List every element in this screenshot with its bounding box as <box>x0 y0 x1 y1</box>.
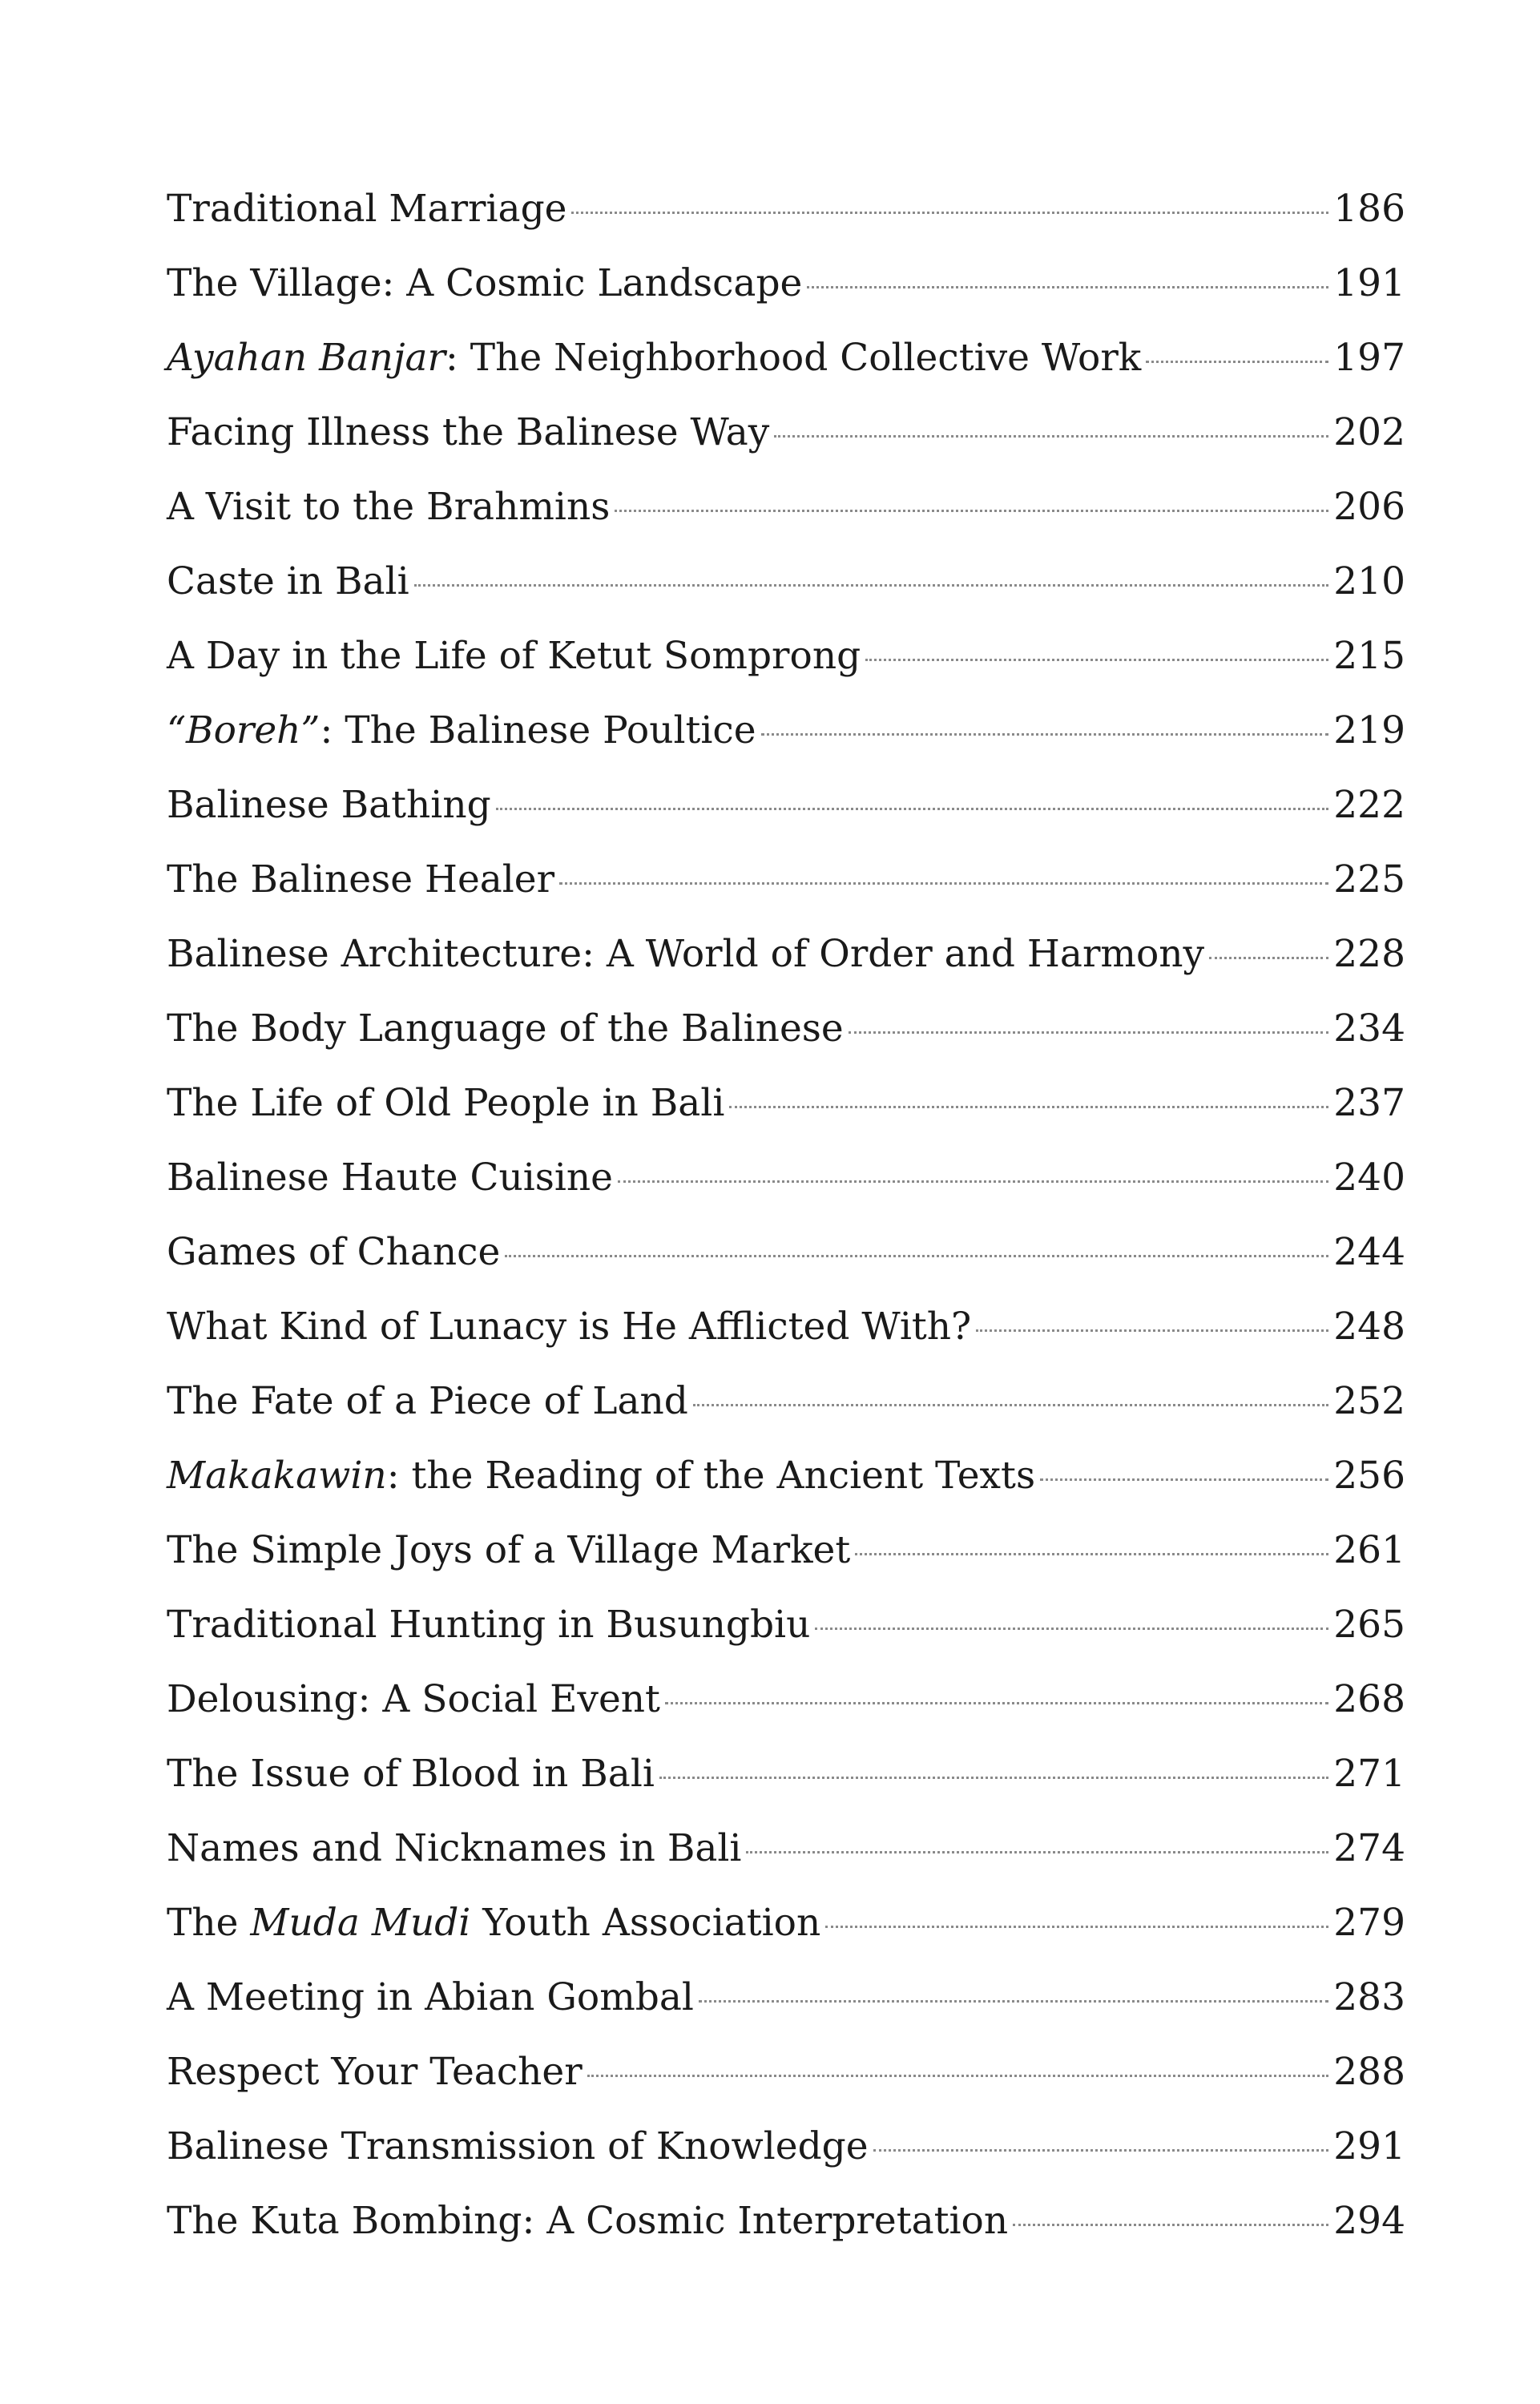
toc-entry-title <box>167 2035 583 2109</box>
toc-entry <box>167 1364 1405 1438</box>
toc-page-number: 191 <box>1333 261 1405 305</box>
toc-page-number: 222 <box>1333 783 1405 827</box>
dot-leader <box>873 2149 1329 2152</box>
dot-leader <box>414 584 1329 587</box>
toc-entry <box>167 321 1405 395</box>
toc-page-number: 294 <box>1333 2199 1405 2243</box>
dot-leader <box>659 1777 1328 1779</box>
toc-page-number: 256 <box>1333 1454 1405 1498</box>
toc-title-part: Balinese Architecture: A World of Order and Harmony <box>167 932 1205 976</box>
toc-entry-title <box>167 171 566 246</box>
toc-title-part: The Life of Old People in Bali <box>167 1081 725 1125</box>
toc-entry-title <box>167 1811 741 1886</box>
toc-entry-title <box>167 619 861 693</box>
toc-title-part: Games of Chance <box>167 1230 501 1274</box>
toc-title-part: Caste in Bali <box>167 559 409 603</box>
toc-entry-title <box>167 1736 655 1811</box>
toc-page-number: 237 <box>1333 1081 1405 1125</box>
toc-entry <box>167 1215 1405 1289</box>
toc-page-number: 225 <box>1333 857 1405 902</box>
toc-page-number: 244 <box>1333 1230 1405 1274</box>
toc-entry-title <box>167 991 844 1066</box>
toc-title-part: : The Balinese Poultice <box>320 708 756 752</box>
dot-leader <box>729 1106 1328 1108</box>
toc-page-number: 261 <box>1333 1528 1405 1572</box>
toc-entry <box>167 2184 1405 2258</box>
toc-entry <box>167 842 1405 917</box>
dot-leader <box>761 733 1329 736</box>
toc-entry-title <box>167 544 409 619</box>
dot-leader <box>849 1031 1329 1034</box>
toc-entry-title <box>167 1289 971 1364</box>
dot-leader <box>615 510 1328 512</box>
toc-title-italic-part: Ayahan Banjar <box>167 336 446 380</box>
toc-entry <box>167 395 1405 470</box>
toc-entry <box>167 1066 1405 1140</box>
toc-entry-title <box>167 246 802 321</box>
toc-page-number: 202 <box>1333 410 1405 454</box>
toc-title-part: A Day in the Life of Ketut Somprong <box>167 634 861 678</box>
toc-page-number: 283 <box>1333 1975 1405 2019</box>
toc-title-part: The Kuta Bombing: A Cosmic Interpretation <box>167 2199 1009 2243</box>
toc-title-part: Traditional Hunting in Busungbiu <box>167 1603 811 1647</box>
toc-page-number: 271 <box>1333 1752 1405 1796</box>
toc-entry <box>167 991 1405 1066</box>
toc-entry-title <box>167 395 769 470</box>
toc-title-italic-part: Muda Mudi <box>250 1901 471 1945</box>
toc-title-part: A Visit to the Brahmins <box>167 485 611 529</box>
toc-entry-title <box>167 2184 1008 2258</box>
toc-title-italic-part: “Boreh” <box>167 708 320 752</box>
toc-entry <box>167 1140 1405 1215</box>
dot-leader <box>976 1329 1328 1332</box>
toc-page-number: 252 <box>1333 1379 1405 1423</box>
toc-entry-title <box>167 917 1204 991</box>
toc-entry <box>167 470 1405 544</box>
toc-entry <box>167 619 1405 693</box>
toc-entry <box>167 171 1405 246</box>
dot-leader <box>496 808 1329 810</box>
toc-entry <box>167 544 1405 619</box>
toc-entry <box>167 768 1405 842</box>
dot-leader <box>699 2000 1328 2003</box>
toc-title-part: Facing Illness the Balinese Way <box>167 410 770 454</box>
toc-page-number: 274 <box>1333 1826 1405 1870</box>
toc-entry <box>167 1513 1405 1587</box>
toc-title-part: : the Reading of the Ancient Texts <box>386 1454 1036 1498</box>
dot-leader <box>1013 2224 1328 2226</box>
toc-title-part: The Village: A Cosmic Landscape <box>167 261 803 305</box>
toc-title-italic-part: Makakawin <box>167 1454 387 1498</box>
toc-title-part: Traditional Marriage <box>167 187 567 231</box>
toc-entry-title <box>167 1662 660 1736</box>
toc-page-number: 206 <box>1333 485 1405 529</box>
toc-title-part: The Body Language of the Balinese <box>167 1006 844 1051</box>
toc-page-number: 186 <box>1333 187 1405 231</box>
toc-entry <box>167 917 1405 991</box>
toc-title-part: Names and Nicknames in Bali <box>167 1826 742 1870</box>
toc-entry-title <box>167 1140 613 1215</box>
toc-page-number: 234 <box>1333 1006 1405 1051</box>
toc-entry-title <box>167 1513 850 1587</box>
toc-entry-title <box>167 321 1141 395</box>
dot-leader <box>665 1702 1328 1704</box>
toc-page-number: 219 <box>1333 708 1405 752</box>
toc-entry <box>167 2035 1405 2109</box>
toc-page-number: 268 <box>1333 1677 1405 1721</box>
toc-title-part: Balinese Bathing <box>167 783 491 827</box>
toc-entry-title <box>167 842 554 917</box>
toc-title-part: The Fate of a Piece of Land <box>167 1379 688 1423</box>
toc-entry-title <box>167 2109 869 2184</box>
toc-entry-title <box>167 768 491 842</box>
toc-page-number: 240 <box>1333 1156 1405 1200</box>
toc-title-part: Delousing: A Social Event <box>167 1677 660 1721</box>
dot-leader <box>693 1404 1328 1406</box>
toc-page-number: 228 <box>1333 932 1405 976</box>
toc-entry <box>167 1736 1405 1811</box>
toc-title-part: Youth Association <box>470 1901 821 1945</box>
toc-entry-title <box>167 470 610 544</box>
toc-title-part: : The Neighborhood Collective Work <box>445 336 1142 380</box>
table-of-contents <box>167 171 1405 2258</box>
dot-leader <box>571 212 1328 214</box>
toc-entry-title <box>167 1364 688 1438</box>
toc-entry <box>167 1289 1405 1364</box>
toc-page-number: 210 <box>1333 559 1405 603</box>
toc-entry-title <box>167 693 756 768</box>
toc-entry-title <box>167 1587 810 1662</box>
dot-leader <box>559 882 1328 885</box>
toc-title-part: A Meeting in Abian Gombal <box>167 1975 694 2019</box>
toc-title-part: Respect Your Teacher <box>167 2050 583 2094</box>
dot-leader <box>807 286 1328 288</box>
toc-entry <box>167 2109 1405 2184</box>
dot-leader <box>587 2075 1329 2077</box>
toc-title-part: The Issue of Blood in Bali <box>167 1752 655 1796</box>
toc-page-number: 197 <box>1333 336 1405 380</box>
dot-leader <box>746 1851 1328 1853</box>
toc-entry <box>167 246 1405 321</box>
toc-entry-title <box>167 1886 820 1960</box>
toc-page-number: 291 <box>1333 2124 1405 2168</box>
toc-page-number: 288 <box>1333 2050 1405 2094</box>
dot-leader <box>618 1180 1328 1183</box>
dot-leader <box>1040 1478 1328 1481</box>
toc-title-part: The Simple Joys of a Village Market <box>167 1528 851 1572</box>
toc-title-part: Balinese Transmission of Knowledge <box>167 2124 869 2168</box>
toc-entry <box>167 1960 1405 2035</box>
toc-title-part: The Balinese Healer <box>167 857 555 902</box>
toc-entry <box>167 1811 1405 1886</box>
toc-page-number: 279 <box>1333 1901 1405 1945</box>
toc-entry <box>167 693 1405 768</box>
toc-entry <box>167 1587 1405 1662</box>
toc-title-part: Balinese Haute Cuisine <box>167 1156 614 1200</box>
toc-title-part: What Kind of Lunacy is He Afflicted With? <box>167 1305 972 1349</box>
dot-leader <box>815 1628 1328 1630</box>
dot-leader <box>774 435 1328 438</box>
toc-entry-title <box>167 1215 500 1289</box>
toc-entry-title <box>167 1960 694 2035</box>
toc-entry-title <box>167 1438 1035 1513</box>
dot-leader <box>855 1553 1328 1555</box>
dot-leader <box>825 1926 1328 1928</box>
toc-page-number: 248 <box>1333 1305 1405 1349</box>
toc-entry <box>167 1886 1405 1960</box>
dot-leader <box>505 1255 1328 1257</box>
toc-entry <box>167 1438 1405 1513</box>
toc-entry <box>167 1662 1405 1736</box>
toc-entry-title <box>167 1066 724 1140</box>
dot-leader <box>865 659 1328 661</box>
dot-leader <box>1209 957 1328 959</box>
toc-page-number: 265 <box>1333 1603 1405 1647</box>
toc-title-part: The <box>167 1901 251 1945</box>
dot-leader <box>1146 361 1328 363</box>
toc-page-number: 215 <box>1333 634 1405 678</box>
